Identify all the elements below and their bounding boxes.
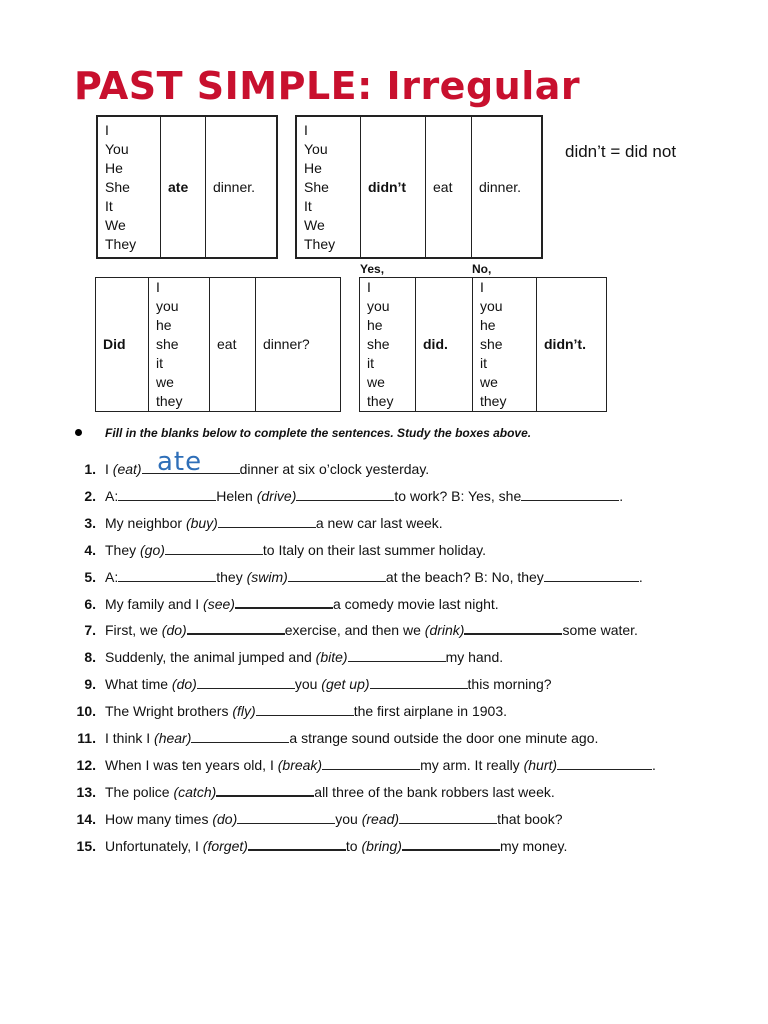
answer-blank[interactable] [402,835,500,851]
sentence-text: A: [105,568,119,585]
exercise-sentence [105,754,656,776]
sentence-text: at the beach? B: No, they [385,568,544,585]
pronoun: it [367,355,374,371]
verb-hint: (bite) [315,649,348,666]
object-cell: dinner? [255,278,340,411]
sentence-text: I [105,461,113,477]
short-answer-table [359,277,607,412]
sentence-text: to [345,837,362,854]
sentence-text: The Wright brothers [105,703,233,720]
pronoun: I [480,279,484,295]
sentence-text: the first airplane in 1903. [353,703,508,720]
sentence-text: my arm. It really [420,756,524,773]
pronoun: he [156,317,172,333]
answer-blank[interactable] [288,567,386,582]
sentence-text: How many times [105,810,213,827]
pronoun: you [156,298,179,314]
pronoun: It [304,197,312,214]
sentence-text: They [105,541,141,558]
verb-cell: eat [425,117,471,257]
bullet-icon [75,429,82,436]
answer-blank[interactable] [118,567,216,582]
pronoun: I [105,121,109,138]
exercise-sentence [105,458,429,480]
answer-blank[interactable] [118,486,216,501]
exercise-sentence [105,512,443,534]
exercise-item [70,727,730,749]
exercise-sentence [105,593,499,615]
sentence-text: The police [105,783,174,800]
sentence-text: My neighbor [105,514,186,531]
sentence-text: Unfortunately, I [105,837,203,854]
no-pronoun-list [472,278,536,411]
exercise-item [70,593,730,615]
exercise-item [70,835,730,857]
pronoun: I [304,121,308,138]
sentence-text: What time [105,676,172,693]
answer-blank[interactable] [544,567,639,582]
answer-blank[interactable] [322,755,420,770]
exercise-sentence [105,485,623,507]
answer-blank[interactable] [348,647,446,662]
pronoun-list [98,117,160,257]
exercise-item [70,539,730,561]
exercise-item [70,673,730,695]
exercise-number: 13. [76,783,96,800]
verb-hint: (forget) [202,837,248,854]
verb-hint: (get up) [321,676,370,693]
pronoun: he [480,317,496,333]
exercise-sentence [105,808,562,830]
verb-hint: (buy) [185,514,218,531]
yes-aux-cell: did. [415,278,472,411]
sentence-text: exercise, and then we [284,622,425,639]
pronoun: he [367,317,383,333]
verb-hint: (swim) [246,568,288,585]
sentence-text: that book? [497,810,563,827]
sentence-text: my hand. [445,649,504,666]
sentence-text: some water. [562,622,638,639]
exercise-sentence [105,539,486,561]
exercise-item [70,781,730,803]
pronoun: We [105,216,126,233]
answer-blank[interactable] [464,619,562,635]
pronoun: You [304,140,328,157]
pronoun: I [367,279,371,295]
verb-hint: (bring) [361,837,402,854]
pronoun: we [156,374,174,390]
exercise-sentence [105,619,638,641]
affirmative-table [96,115,278,259]
pronoun: I [156,279,160,295]
exercise-sentence [105,727,598,749]
sentence-text: . [619,487,624,504]
exercise-item [70,512,730,534]
sentence-text: you [335,810,362,827]
exercise-sentence [105,646,503,668]
exercise-number: 11. [77,730,96,746]
sentence-text: When I was ten years old, I [105,756,278,773]
answer-blank[interactable] [521,486,619,501]
exercise-number: 3. [84,514,96,531]
answer-blank[interactable] [142,459,240,474]
exercise-item [70,808,730,830]
exercise-sentence [105,700,507,722]
sentence-text: a comedy movie last night. [332,595,499,612]
pronoun: it [480,355,487,371]
answer-blank[interactable] [399,809,497,824]
exercise-item [70,458,730,480]
exercise-number: 6. [84,595,96,612]
exercise-item [70,619,730,641]
sentence-text: my money. [499,837,568,854]
page-title: PAST SIMPLE: Irregular [74,64,581,108]
pronoun: We [304,216,325,233]
pronoun: she [156,336,179,352]
sentence-text: this morning? [467,676,552,693]
sentence-text: First, we [105,622,162,639]
verb-hint: (eat) [112,461,142,477]
sentence-text: My family and I [105,595,204,612]
exercise-sentence [105,673,552,695]
exercise-number: 15. [76,837,96,854]
pronoun-list [148,278,209,411]
verb-cell: ate [160,117,205,257]
exercise-number: 4. [84,541,96,558]
answer-blank[interactable] [191,728,289,743]
answer-blank[interactable] [187,619,285,635]
exercise-number: 9. [84,676,96,693]
sentence-text: to Italy on their last summer holiday. [262,541,486,558]
aux-cell: Did [103,336,126,352]
exercise-number: 2. [84,487,96,504]
verb-hint: (do) [171,676,197,693]
pronoun: He [105,159,123,176]
no-aux-cell: didn’t. [536,278,606,411]
object-cell: dinner. [471,117,541,257]
verb-hint: (fly) [232,703,256,720]
pronoun: she [367,336,390,352]
exercise-item [70,700,730,722]
sentence-text: Helen [216,487,257,504]
exercise-number: 1. [84,461,96,477]
exercise-number: 14. [76,810,96,827]
answer-blank[interactable] [216,781,314,797]
verb-hint: (hear) [154,730,192,746]
pronoun: we [480,374,498,390]
exercise-number: 7. [84,622,96,639]
answer-blank[interactable] [248,835,346,851]
pronoun: They [304,235,336,252]
verb-hint: (break) [277,756,323,773]
yes-pronoun-list [360,278,415,411]
verb-hint: (do) [161,622,187,639]
sentence-text: . [638,568,643,585]
sentence-text: a new car last week. [315,514,443,531]
exercise-sentence [105,566,643,588]
verb-hint: (read) [361,810,400,827]
exercise-number: 5. [84,568,96,585]
pronoun: you [480,298,503,314]
exercise-number: 8. [84,649,96,666]
sentence-text: a strange sound outside the door one minute ago. [289,730,599,746]
yes-label: Yes, [360,262,385,276]
pronoun: it [156,355,163,371]
instruction-text: Fill in the blanks below to complete the sentences. Study the boxes above. [105,426,532,440]
sentence-text: dinner at six o’clock yesterday. [239,461,430,477]
sentence-text: A: [105,487,119,504]
exercise-number: 12. [76,756,96,773]
sentence-text: to work? B: Yes, she [394,487,522,504]
contraction-note: didn’t = did not [565,142,677,161]
pronoun: She [105,178,130,195]
verb-hint: (go) [140,541,165,558]
verb-hint: (see) [203,595,235,612]
pronoun-list [297,117,360,257]
sentence-text: all three of the bank robbers last week. [314,783,555,800]
sentence-text: you [294,676,322,693]
sentence-text: they [216,568,247,585]
exercise-item [70,646,730,668]
verb-hint: (catch) [173,783,217,800]
answer-blank[interactable] [165,540,263,555]
answer-blank[interactable] [256,701,354,716]
sentence-text: Suddenly, the animal jumped and [105,649,316,666]
sentence-text: I think I [105,730,155,746]
pronoun: They [105,235,137,252]
question-table [95,277,341,412]
pronoun: He [304,159,322,176]
pronoun: you [367,298,390,314]
verb-hint: (hurt) [523,756,558,773]
verb-hint: (drink) [424,622,465,639]
example-answer: ate [157,447,203,477]
pronoun: they [156,393,183,409]
answer-blank[interactable] [218,513,316,528]
aux-cell: didn’t [360,117,425,257]
pronoun: You [105,140,129,157]
sentence-text: . [652,756,656,773]
verb-hint: (do) [212,810,238,827]
exercise-sentence [105,781,555,803]
answer-blank[interactable] [557,755,652,770]
pronoun: She [304,178,329,195]
object-cell: dinner. [205,117,276,257]
exercise-item [70,485,730,507]
answer-blank[interactable] [235,593,333,609]
answer-blank[interactable] [237,809,335,824]
negative-table [295,115,543,259]
exercise-item [70,566,730,588]
pronoun: we [367,374,385,390]
pronoun: they [367,393,394,409]
pronoun: It [105,197,113,214]
exercise-sentence [105,835,567,857]
pronoun: they [480,393,507,409]
exercise-item [70,754,730,776]
answer-blank[interactable] [197,674,295,689]
exercise-number: 10. [76,703,96,720]
no-label: No, [472,262,492,276]
pronoun: she [480,336,503,352]
answer-blank[interactable] [296,486,394,501]
answer-blank[interactable] [370,674,468,689]
verb-hint: (drive) [256,487,297,504]
verb-cell: eat [209,278,255,411]
